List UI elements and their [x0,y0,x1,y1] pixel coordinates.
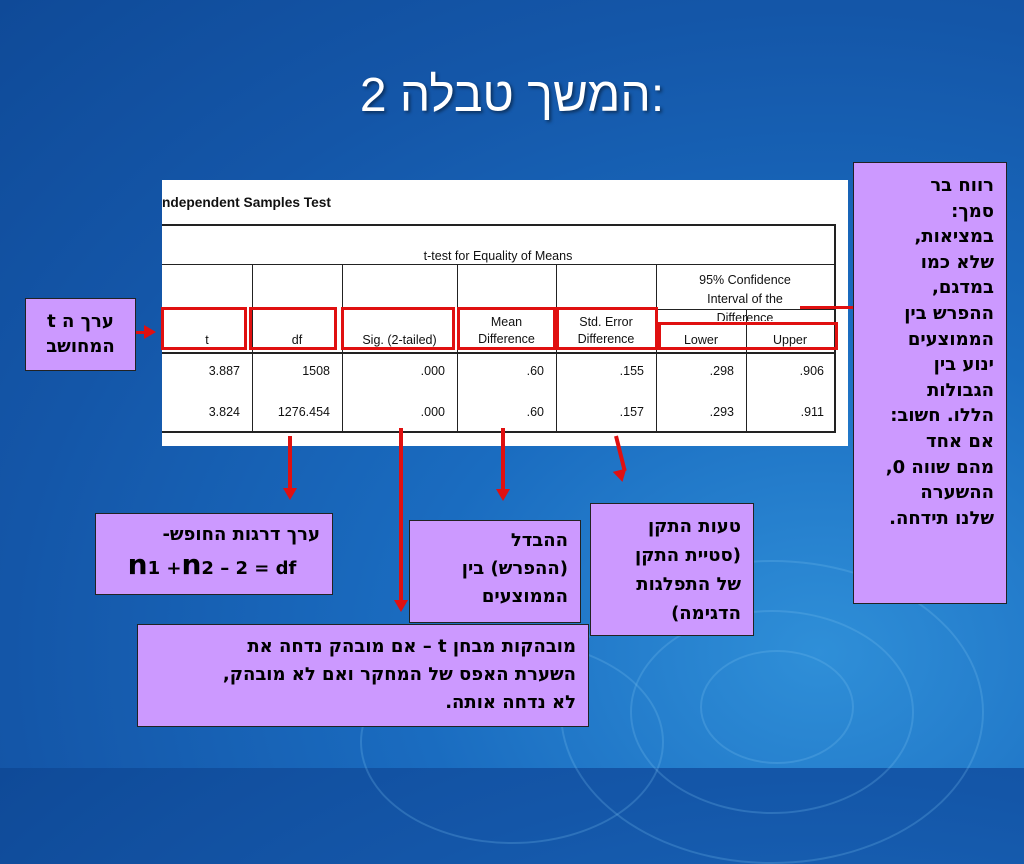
highlight-box-t [161,307,247,350]
col-header-upper: Upper [772,333,808,347]
arrow-line [288,436,292,490]
table-cell: .000 [420,405,445,419]
background-ripple [700,650,854,764]
col-header-std-error: Std. Error Difference [577,315,635,346]
table-cell: 1276.454 [277,405,330,419]
table-cell: .293 [709,405,734,419]
col-header-mean-diff: Mean Difference [478,315,535,346]
highlight-box-ci [658,322,838,350]
table-cell: .298 [709,364,734,378]
arrow-head-icon [144,325,156,339]
col-header-df: df [291,333,303,347]
table-cell: .906 [799,364,824,378]
highlight-box-std-error [556,307,658,350]
col-header-t: t [205,333,209,347]
table-cell: .000 [420,364,445,378]
table-cell: .911 [800,405,824,419]
arrow-head-icon [613,468,629,483]
table-cell: 3.824 [208,405,240,419]
table-cell: .155 [619,364,644,378]
table-cell: 1508 [302,364,330,378]
col-header-lower: Lower [683,333,719,347]
highlight-box-sig [341,307,455,350]
callout-degrees-of-freedom: ערך דרגות החופש- n1 +n2 – 2 = df [95,513,333,595]
table-title: ndependent Samples Test [162,194,332,210]
table-cell: 3.887 [208,364,240,378]
highlight-box-mean-diff [457,307,556,350]
arrow-head-icon [283,488,297,500]
table-cell: .60 [526,364,544,378]
table-cell: .157 [619,405,644,419]
col-header-sig: Sig. (2-tailed) [362,333,437,347]
arrow-head-icon [496,489,510,501]
df-formula: n1 +n2 – 2 = df [127,548,297,581]
arrow-line [399,428,403,600]
callout-significance: מובהקות מבחן t – אם מובהק נדחה את השערת האפס של המחקר ואם לא מובהק, לא נדחה אותה. [137,624,589,727]
highlight-box-df [249,307,337,350]
callout-t-value: ערך ה t המחושב [25,298,136,371]
arrow-head-icon [394,600,408,612]
slide-title: המשך טבלה 2: [359,69,665,122]
callout-confidence-interval: רווח בר סמך: במציאות, שלא כמו במדגם, ההפרש בין הממוצעים ינוע בין הגבולות הללו. חשוב: אם אחד מהם שווה 0, ההשערה שלנו תידחה. [853,162,1007,604]
callout-standard-error: טעות התקן (סטיית התקן של התפלגות הדגימה) [590,503,754,636]
table-cell: .60 [526,405,544,419]
callout-mean-difference: ההבדל (ההפרש) בין הממוצעים [409,520,581,623]
arrow-line [501,428,505,490]
group-header: t-test for Equality of Means [423,249,573,263]
ci-header: 95% Confidence Interval of the Difference [699,273,791,321]
